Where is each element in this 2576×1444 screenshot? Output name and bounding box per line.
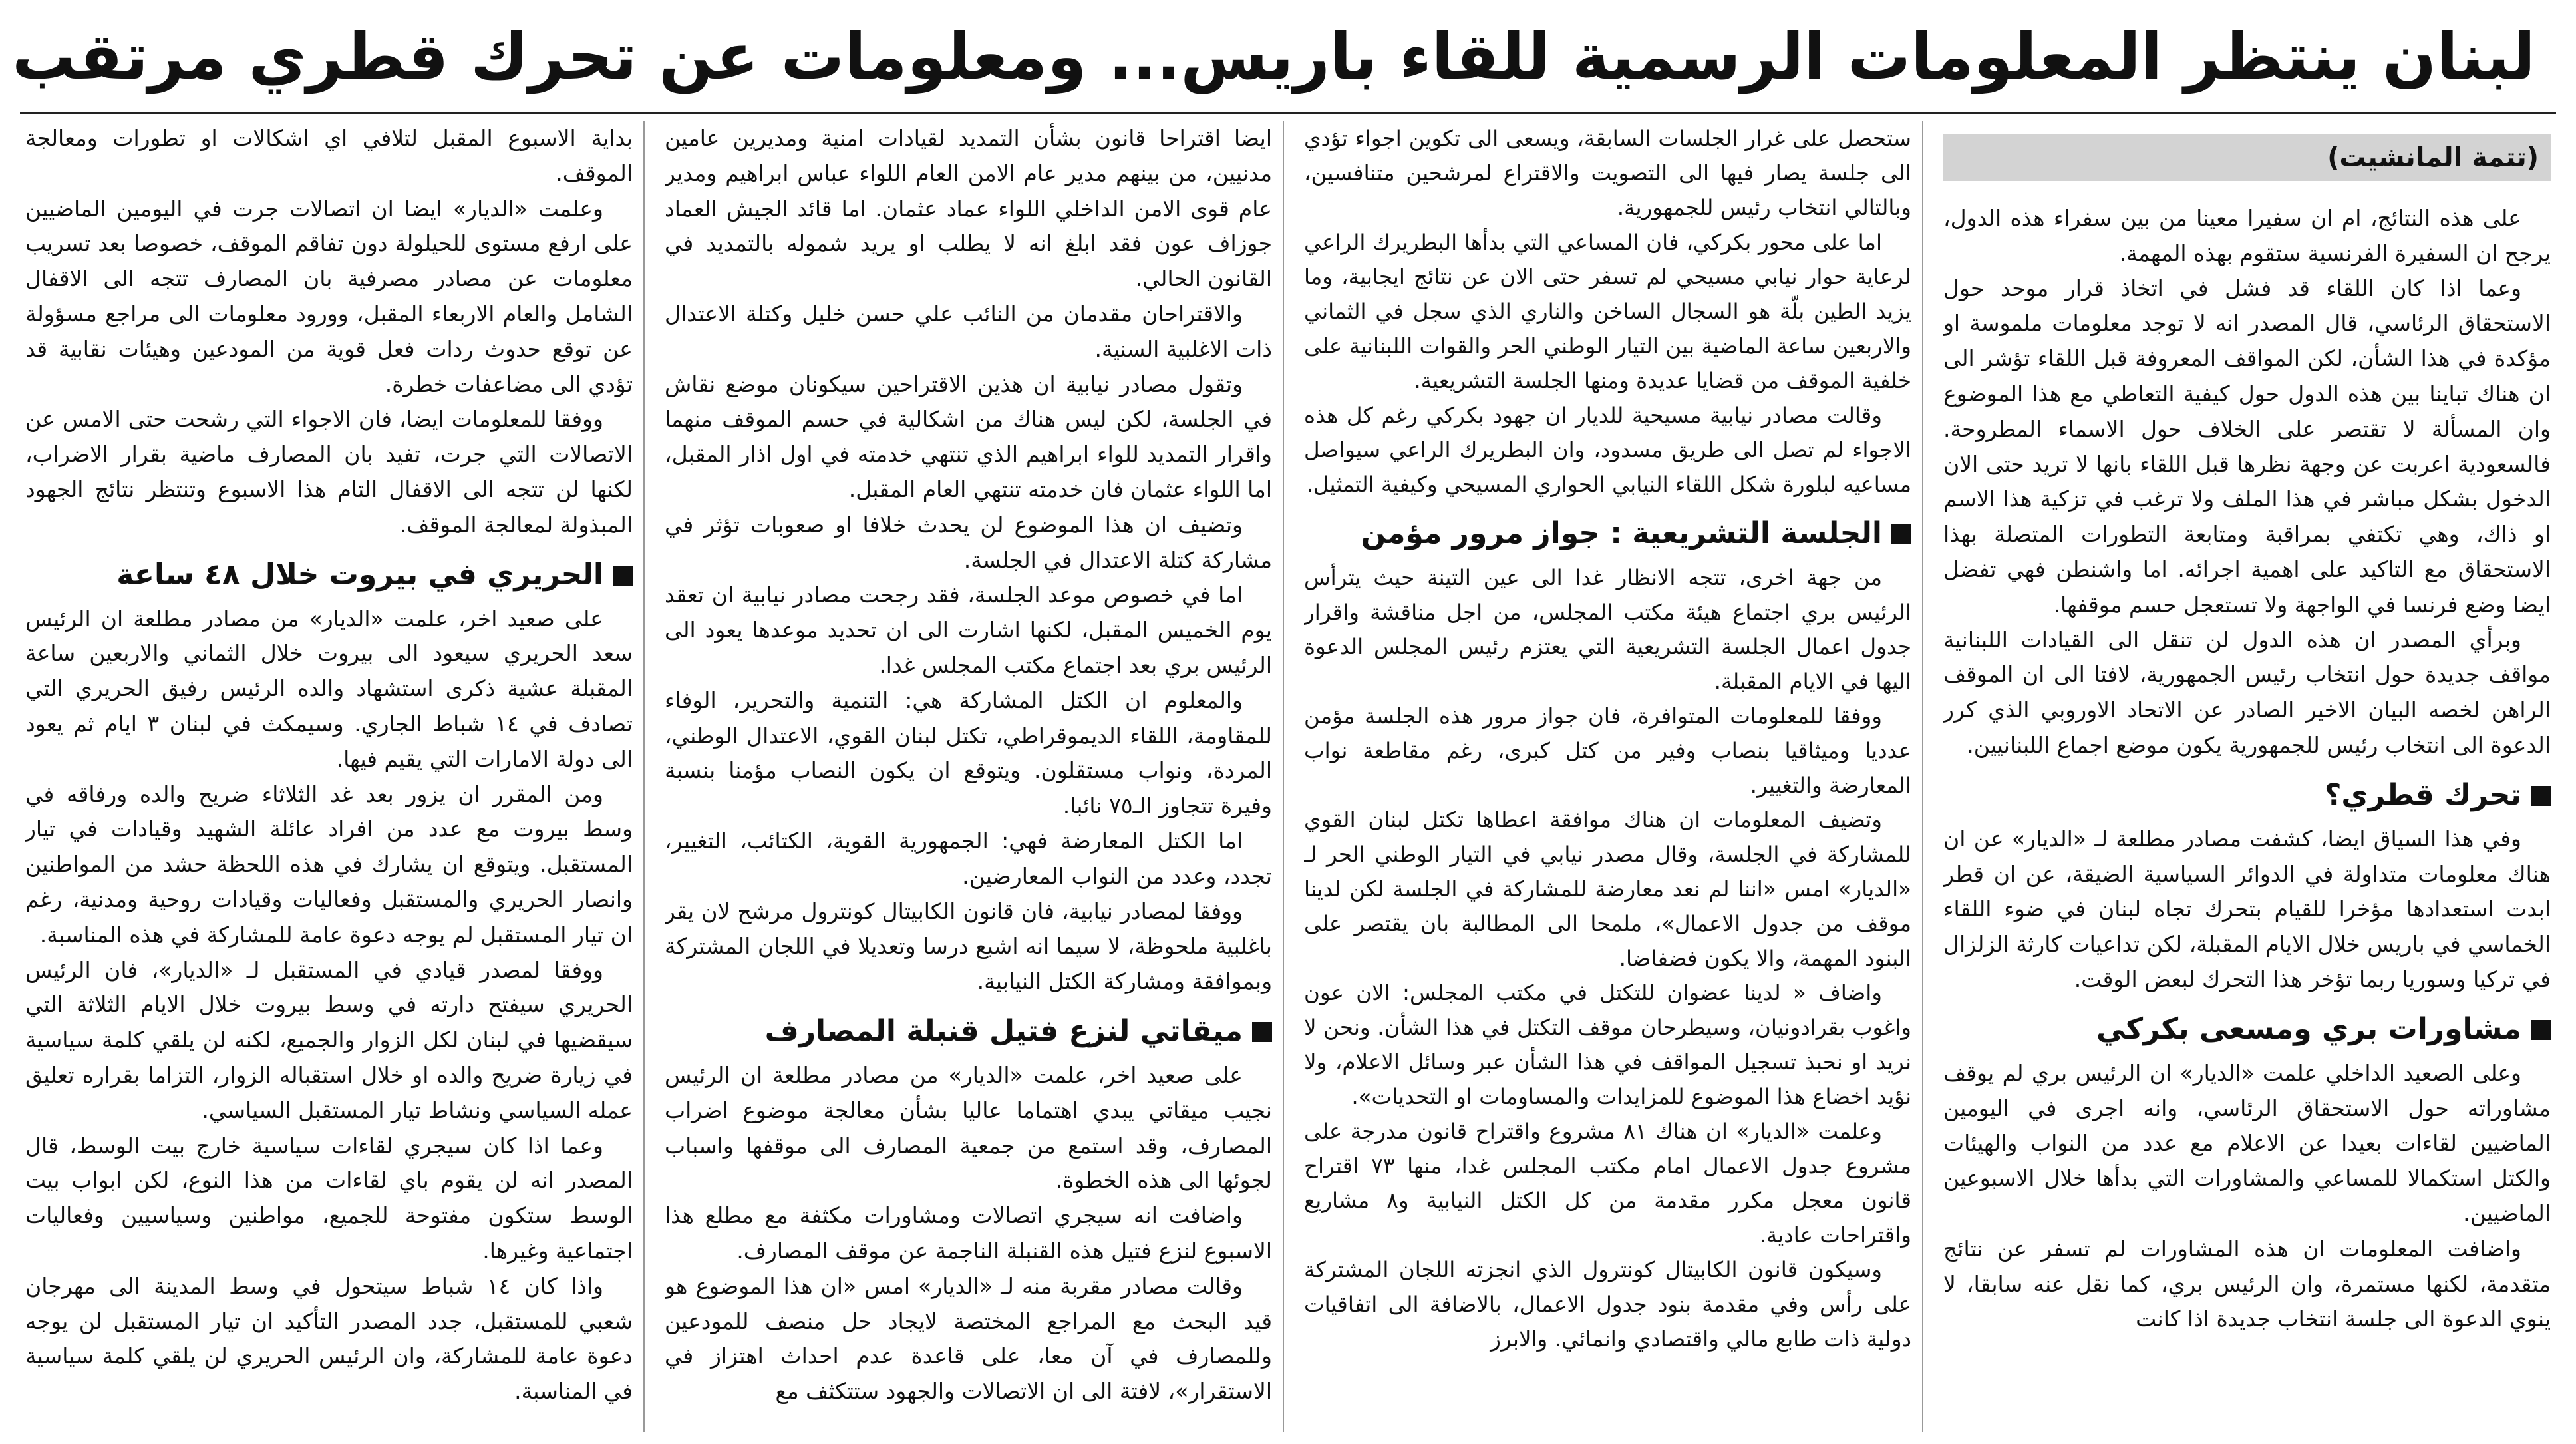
paragraph: واضافت انه سيجري اتصالات ومشاورات مكثفة مع مطلع هذا الاسبوع لنزع فتيل هذه القنبلة الناجمة عن موقف المصارف. bbox=[665, 1202, 1272, 1264]
paragraph: وفي هذا السياق ايضا، كشفت مصادر مطلعة لـ «الديار» عن ان هناك معلومات متداولة في الدوائر السياسية الضيقة، عن ان قطر ابدت استعدادها مؤخرا للقيام بتحرك تجاه لبنان في ضوء اللقاء الخماسي في باريس خلال الايام المقبلة، لكن تداعيات كارثة الزلزال في تركيا وسوريا ربما تؤخر هذا التحرك لبعض الوقت. bbox=[1943, 825, 2551, 992]
subheading-text: الجلسة التشريعية : جواز مرور مؤمن bbox=[1361, 516, 1882, 550]
subheading-text: ميقاتي لنزع فتيل قنبلة المصارف bbox=[764, 1013, 1243, 1048]
paragraph: على صعيد اخر، علمت «الديار» من مصادر مطلعة ان الرئيس نجيب ميقاتي يبدي اهتماما عاليا بشأن معالجة موضوع اضراب المصارف، وقد استمع من جمعية المصارف الى موقفها واسباب لجوئها الى هذه الخطوة. bbox=[665, 1061, 1272, 1194]
paragraph: وتقول مصادر نيابية ان هذين الاقتراحين سيكونان موضع نقاش في الجلسة، لكن ليس هناك من اشكالية في حسم الموقف منهما واقرار التمديد للواء ابراهيم الذي تنتهي خدمته في اول اذار المقبل، اما اللواء عثمان فان خدمته تنتهي العام المقبل. bbox=[665, 371, 1272, 502]
paragraph: وسيكون قانون الكابيتال كونترول الذي انجزته اللجان المشتركة على رأس وفي مقدمة بنود جدول الاعمال، بالاضافة الى اتفاقيات دولية ذات طابع مالي واقتصادي وانمائي. والابرز bbox=[1304, 1257, 1911, 1352]
paragraph: اما على محور بكركي، فان المساعي التي بدأها البطريرك الراعي لرعاية حوار نيابي مسيحي لم تسفر حتى الان عن نتائج ايجابية، وما يزيد الطين بلّة هو السجال الساخن والناري الذي سجل في الثماني والاربعين ساعة الماضية بين التيار الوطني الحر والقوات اللبنانية على خلفية الموقف من قضايا عديدة ومنها الجلسة التشريعية. bbox=[1304, 230, 1911, 393]
paragraph: ستحصل على غرار الجلسات السابقة، ويسعى الى تكوين اجواء تؤدي الى جلسة يصار فيها الى التصويت والاقتراع لمرشحين متنافسين، وبالتالي انتخاب رئيس للجمهورية. bbox=[1304, 126, 1911, 220]
paragraph: اما الكتل المعارضة فهي: الجمهورية القوية، الكتائب، التغيير، تجدد، وعدد من النواب المعارضين. bbox=[665, 827, 1272, 889]
section-tag: (تتمة المانشيت) bbox=[1943, 134, 2551, 181]
paragraph: والمعلوم ان الكتل المشاركة هي: التنمية والتحرير، الوفاء للمقاومة، اللقاء الديموقراطي، تكتل لبنان القوي، الاعتدال الوطني، المردة، ونواب مستقلون. ويتوقع ان يكون النصاب مؤمنا بنسبة وفيرة تتجاوز الـ٧٥ نائبا. bbox=[665, 687, 1272, 819]
subheading-mikati-banks bbox=[665, 1011, 1272, 1051]
paragraph: ووفقا لمصادر نيابية، فان قانون الكابيتال كونترول مرشح لان يقر باغلبية ملحوظة، لا سيما انه اشبع درسا وتعديلا في اللجان المشتركة وبموافقة ومشاركة الكتل النيابية. bbox=[665, 898, 1272, 995]
paragraph: اما في خصوص موعد الجلسة، فقد رجحت مصادر نيابية ان تعقد يوم الخميس المقبل، لكنها اشارت الى ان تحديد موعدها يعود الى الرئيس بري بعد اجتماع مكتب المجلس غدا. bbox=[665, 582, 1272, 678]
square-bullet-icon bbox=[1252, 1022, 1272, 1042]
subheading-text: الحريري في بيروت خلال ٤٨ ساعة bbox=[116, 557, 603, 592]
square-bullet-icon bbox=[2531, 1020, 2551, 1040]
paragraph: وعما اذا كان سيجري لقاءات سياسية خارج بيت الوسط، قال المصدر انه لن يقوم باي لقاءات من هذا النوع، لكن ابواب بيت الوسط ستكون مفتوحة للجميع، مواطنين وسياسيين وفعاليات اجتماعية وغيرها. bbox=[25, 1132, 633, 1264]
paragraph: وعما اذا كان اللقاء قد فشل في اتخاذ قرار موحد حول الاستحقاق الرئاسي، قال المصدر انه لا توجد معلومات ملموسة او مؤكدة في هذا الشأن، لكن المواقف المعروفة قبل اللقاء تؤشر الى ان هناك تباينا بين هذه الدول حول كيفية التعاطي مع هذا الموضوع وان المسألة لا تقتصر على الخلاف حول الاسماء المطروحة. فالسعودية اعربت عن وجهة نظرها قبل اللقاء بانها لا تريد حتى الان الدخول بشكل مباشر في هذا الملف ولا ترغب في تزكية هذا الاسم او ذاك، وهي تكتفي بمراقبة ومتابعة التطورات المتصلة بهذا الاستحقاق مع التاكيد على اهمية اجرائه. اما واشنطن فهي تفضل ايضا وضع فرنسا في الواجهة ولا تستعجل حسم موقفها. bbox=[1943, 275, 2551, 618]
paragraph: من جهة اخرى، تتجه الانظار غدا الى عين التينة حيث يترأس الرئيس بري اجتماع هيئة مكتب المجلس، من اجل مناقشة واقرار جدول اعمال الجلسة التشريعية التي يعتزم رئيس المجلس الدعوة اليها في الايام المقبلة. bbox=[1304, 565, 1911, 694]
column-2 bbox=[1304, 121, 1923, 1432]
headline: لبنان ينتظر المعلومات الرسمية للقاء باريس... ومعلومات عن تحرك قطري مرتقب bbox=[12, 19, 2535, 94]
column-4 bbox=[25, 121, 645, 1432]
paragraph: ووفقا للمعلومات المتوافرة، فان جواز مرور هذه الجلسة مؤمن عدديا وميثاقيا بنصاب وفير من كتل كبرى، رغم مقاطعة نواب المعارضة والتغيير. bbox=[1304, 703, 1911, 798]
paragraph: وعلى الصعيد الداخلي علمت «الديار» ان الرئيس بري لم يوقف مشاوراته حول الاستحقاق الرئاسي، وانه اجرى في اليومين الماضيين لقاءات بعيدا عن الاعلام مع عدد من النواب والهيئات والكتل استكمالا للمساعي والمشاورات التي بدأها خلال الاسبوعين الماضيين. bbox=[1943, 1059, 2551, 1226]
subheading-qatar-move bbox=[1943, 775, 2551, 815]
paragraph: بداية الاسبوع المقبل لتلافي اي اشكالات او تطورات ومعالجة الموقف. bbox=[25, 125, 633, 186]
subheading-legislative-session bbox=[1304, 514, 1911, 554]
paragraph: واذا كان ١٤ شباط سيتحول في وسط المدينة الى مهرجان شعبي للمستقبل، جدد المصدر التأكيد ان تيار المستقبل لن يوجه دعوة عامة للمشاركة، وان الرئيس الحريري لن يلقي كلمة سياسية في المناسبة. bbox=[25, 1272, 633, 1405]
column-1 bbox=[1943, 121, 2551, 1432]
paragraph: واضاف « لدينا عضوان للتكتل في مكتب المجلس: الان عون واغوب بقرادونيان، وسيطرحان موقف التكتل في هذا الشأن. ونحن لا نريد او نحبذ تسجيل المواقف في هذا الشأن عبر وسائل الاعلام، ولا نؤيد اخضاع هذا الموضوع للمزايدات والمساومات او التحديات». bbox=[1304, 980, 1911, 1109]
paragraph: على صعيد اخر، علمت «الديار» من مصادر مطلعة ان الرئيس سعد الحريري سيعود الى بيروت خلال الثماني والاربعين ساعة المقبلة عشية ذكرى استشهاد والده الرئيس رفيق الحريري التي تصادف في ١٤ شباط الجاري. وسيمكث في لبنان ٣ ايام ثم يعود الى دولة الامارات التي يقيم فيها. bbox=[25, 605, 633, 772]
headline-rule bbox=[20, 112, 2556, 114]
paragraph: والاقتراحان مقدمان من النائب علي حسن خليل وكتلة الاعتدال ذات الاغلبية السنية. bbox=[665, 300, 1272, 362]
square-bullet-icon bbox=[2531, 786, 2551, 806]
square-bullet-icon bbox=[1891, 524, 1911, 544]
subheading-berri-bkerke bbox=[1943, 1009, 2551, 1049]
column-3 bbox=[665, 121, 1284, 1432]
paragraph: وتضيف المعلومات ان هناك موافقة اعطاها تكتل لبنان القوي للمشاركة في الجلسة، وقال مصدر نيابي في التيار الوطني الحر لـ «الديار» امس «اننا لم نعد معارضة للمشاركة في الجلسة لكن لدينا موقف من جدول الاعمال»، ملمحا الى المطالبة بان يقتصر على البنود المهمة، والا يكون فضفاضا. bbox=[1304, 807, 1911, 971]
paragraph: وبرأي المصدر ان هذه الدول لن تنقل الى القيادات اللبنانية مواقف جديدة حول انتخاب رئيس الجمهورية، لافتا الى ان الموقف الراهن لخصه البيان الاخير الصادر عن الاتحاد الاوروبي الذي كرر الدعوة الى انتخاب رئيس للجمهورية يكون موضع اجماع اللبنانيين. bbox=[1943, 626, 2551, 758]
paragraph: ومن المقرر ان يزور بعد غد الثلاثاء ضريح والده ورفاقه في وسط بيروت مع عدد من افراد عائلة الشهيد وقيادات في تيار المستقبل. ويتوقع ان يشارك في هذه اللحظة حشد من المواطنين وانصار الحريري والمستقبل وفعاليات وقيادات روحية ومدنية، رغم ان تيار المستقبل لم يوجه دعوة عامة للمشاركة في هذه المناسبة. bbox=[25, 781, 633, 948]
article-columns bbox=[25, 121, 2551, 1432]
paragraph: واضافت المعلومات ان هذه المشاورات لم تسفر عن نتائج متقدمة، لكنها مستمرة، وان الرئيس بري، كما نقل عنه سابقا، لا ينوي الدعوة الى جلسة انتخاب جديدة اذا كانت bbox=[1943, 1235, 2551, 1332]
paragraph: ايضا اقتراحا قانون بشأن التمديد لقيادات امنية ومديرين عامين مدنيين، من بينهم مدير عام الامن العام اللواء عباس ابراهيم ومدير عام قوى الامن الداخلي اللواء عماد عثمان. اما قائد الجيش العماد جوزاف عون فقد ابلغ انه لا يطلب او يريد شموله بالتمديد في القانون الحالي. bbox=[665, 125, 1272, 292]
paragraph: وتضيف ان هذا الموضوع لن يحدث خلافا او صعوبات تؤثر في مشاركة كتلة الاعتدال في الجلسة. bbox=[665, 511, 1272, 573]
subheading-text: مشاورات بري ومسعى بكركي bbox=[2096, 1011, 2521, 1046]
paragraph: وقالت مصادر مقربة منه لـ «الديار» امس «ان هذا الموضوع هو قيد البحث مع المراجع المختصة لايجاد حل منصف للمودعين وللمصارف في آن معا، على قاعدة عدم احداث اهتزاز في الاستقرار»، لافتة الى ان الاتصالات والجهود ستتكثف مع bbox=[665, 1272, 1272, 1405]
paragraph: وقالت مصادر نيابية مسيحية للديار ان جهود بكركي رغم كل هذه الاجواء لم تصل الى طريق مسدود، وان البطريرك الراعي سيواصل مساعيه لبلورة شكل اللقاء النيابي الحواري المسيحي وكيفية التمثيل. bbox=[1304, 403, 1911, 497]
square-bullet-icon bbox=[613, 566, 633, 586]
subheading-text: تحرك قطري؟ bbox=[2324, 777, 2521, 812]
paragraph: وعلمت «الديار» ان هناك ٨١ مشروع واقتراح قانون مدرجة على مشروع جدول الاعمال امام مكتب المجلس غدا، منها ٧٣ اقتراح قانون معجل مكرر مقدمة من كل الكتل النيابية و٨ مشاريع واقتراحات عادية. bbox=[1304, 1119, 1911, 1248]
paragraph: ووفقا لمصدر قيادي في المستقبل لـ «الديار»، فان الرئيس الحريري سيفتح دارته في وسط بيروت خلال الايام الثلاثة التي سيقضيها في لبنان لكل الزوار والجميع، لكنه لن يلقي كلمة سياسية في زيارة ضريح والده او خلال استقباله الزوار، التزاما بقراره تعليق عمله السياسي ونشاط تيار المستقبل السياسي. bbox=[25, 956, 633, 1123]
paragraph: على هذه النتائج، ام ان سفيرا معينا من بين سفراء هذه الدول، يرجح ان السفيرة الفرنسية ستقوم بهذه المهمة. bbox=[1943, 205, 2551, 266]
subheading-hariri-beirut bbox=[25, 555, 633, 595]
paragraph: ووفقا للمعلومات ايضا، فان الاجواء التي رشحت حتى الامس عن الاتصالات التي جرت، تفيد بان المصارف ماضية بقرار الاضراب، لكنها لن تتجه الى الاقفال التام هذا الاسبوع وتنتظر نتائج الجهود المبذولة لمعالجة الموقف. bbox=[25, 406, 633, 538]
paragraph: وعلمت «الديار» ايضا ان اتصالات جرت في اليومين الماضيين على ارفع مستوى للحيلولة دون تفاقم الموقف، خصوصا بعد تسريب معلومات عن مصادر مصرفية بان المصارف تتجه الى الاقفال الشامل والعام الاربعاء المقبل، وورود معلومات الى مراجع مسؤولة عن توقع حدوث ردات فعل قوية من المودعين وهيئات نقابية قد تؤدي الى مضاعفات خطرة. bbox=[25, 195, 633, 397]
